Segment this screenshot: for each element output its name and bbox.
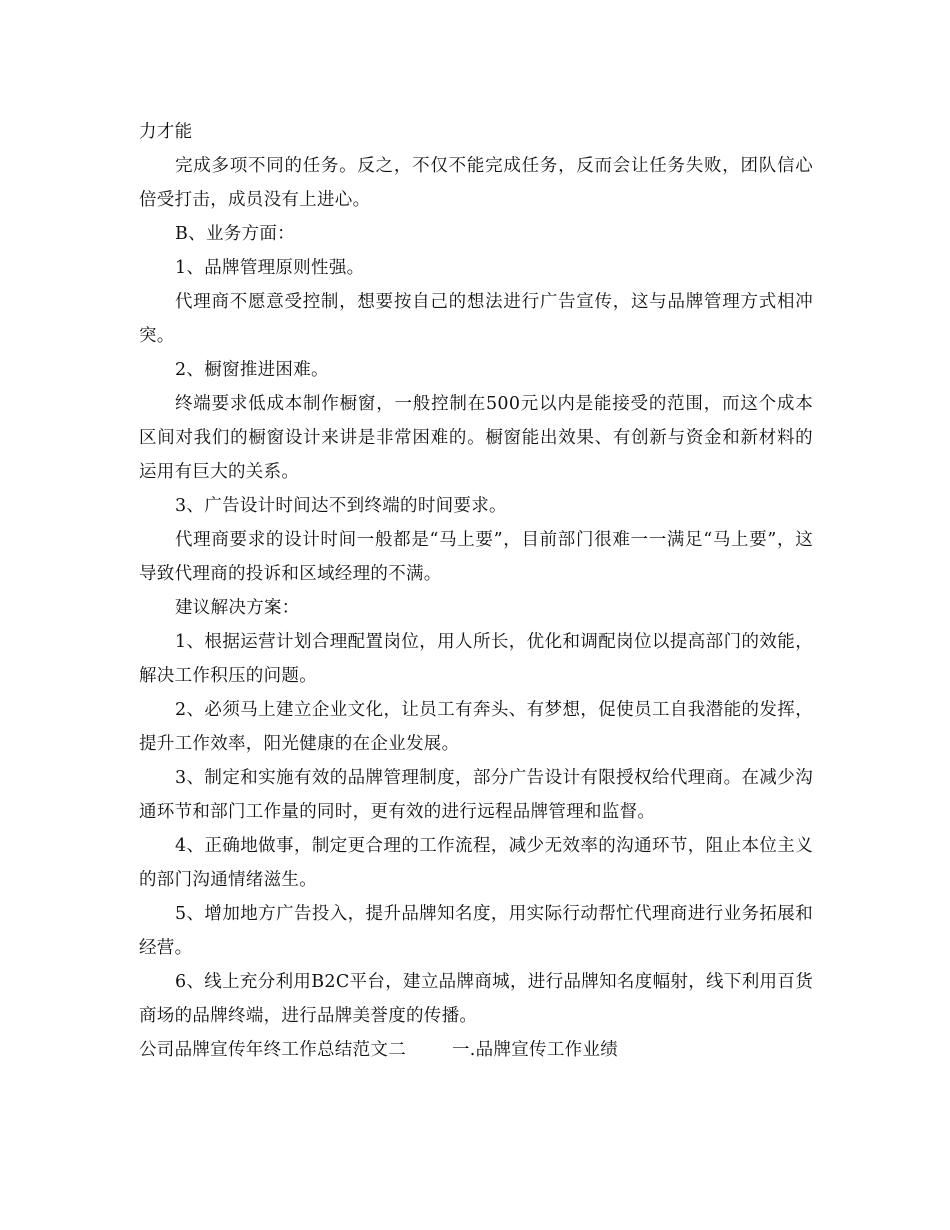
paragraph-task-outcome: 完成多项不同的任务。反之，不仅不能完成任务，反而会让任务失败，团队信心倍受打击，成员没有上进心。 (139, 156, 813, 210)
solution-item-2: 2、必须马上建立企业文化，让员工有奔头、有梦想，促使员工自我潜能的发挥，提升工作效率，阳光健康的在企业发展。 (139, 700, 813, 754)
document-body (139, 115, 813, 1067)
paragraph-window-cost: 终端要求低成本制作橱窗，一般控制在500元以内是能接受的范围，而这个成本区间对我们的橱窗设计来讲是非常困难的。橱窗能出效果、有创新与资金和新材料的运用有巨大的关系。 (139, 394, 813, 482)
solution-item-6: 6、线上充分利用B2C平台，建立品牌商城，进行品牌知名度幅射，线下利用百货商场的品牌终端，进行品牌美誉度的传播。 (139, 972, 813, 1026)
heading-business-aspect: B、业务方面： (175, 224, 295, 244)
item-design-time: 3、广告设计时间达不到终端的时间要求。 (175, 496, 507, 516)
solution-item-1: 1、根据运营计划合理配置岗位，用人所长，优化和调配岗位以提高部门的效能，解决工作积压的问题。 (139, 632, 813, 686)
solution-item-4: 4、正确地做事，制定更合理的工作流程，减少无效率的沟通环节，阻止本位主义的部门沟通情绪滋生。 (139, 836, 813, 890)
paragraph-agent-demand: 代理商要求的设计时间一般都是“马上要”，目前部门很难一一满足“马上要”，这导致代理商的投诉和区域经理的不满。 (139, 530, 813, 584)
heading-solutions: 建议解决方案： (175, 598, 300, 618)
item-window-difficulty: 2、橱窗推进困难。 (175, 360, 329, 380)
solution-item-3: 3、制定和实施有效的品牌管理制度，部分广告设计有限授权给代理商。在减少沟通环节和部门工作量的同时，更有效的进行远程品牌管理和监督。 (139, 768, 813, 822)
solution-item-5: 5、增加地方广告投入，提升品牌知名度，用实际行动帮忙代理商进行业务拓展和经营。 (139, 904, 813, 958)
section-subtitle: 一.品牌宣传工作业绩 (452, 1040, 619, 1060)
section-title-line (139, 1033, 813, 1067)
section-title: 公司品牌宣传年终工作总结范文二 (139, 1040, 406, 1060)
paragraph-continuation: 力才能 (139, 122, 193, 142)
paragraph-agent-control: 代理商不愿意受控制，想要按自己的想法进行广告宣传，这与品牌管理方式相冲突。 (139, 292, 813, 346)
item-brand-management: 1、品牌管理原则性强。 (175, 258, 365, 278)
